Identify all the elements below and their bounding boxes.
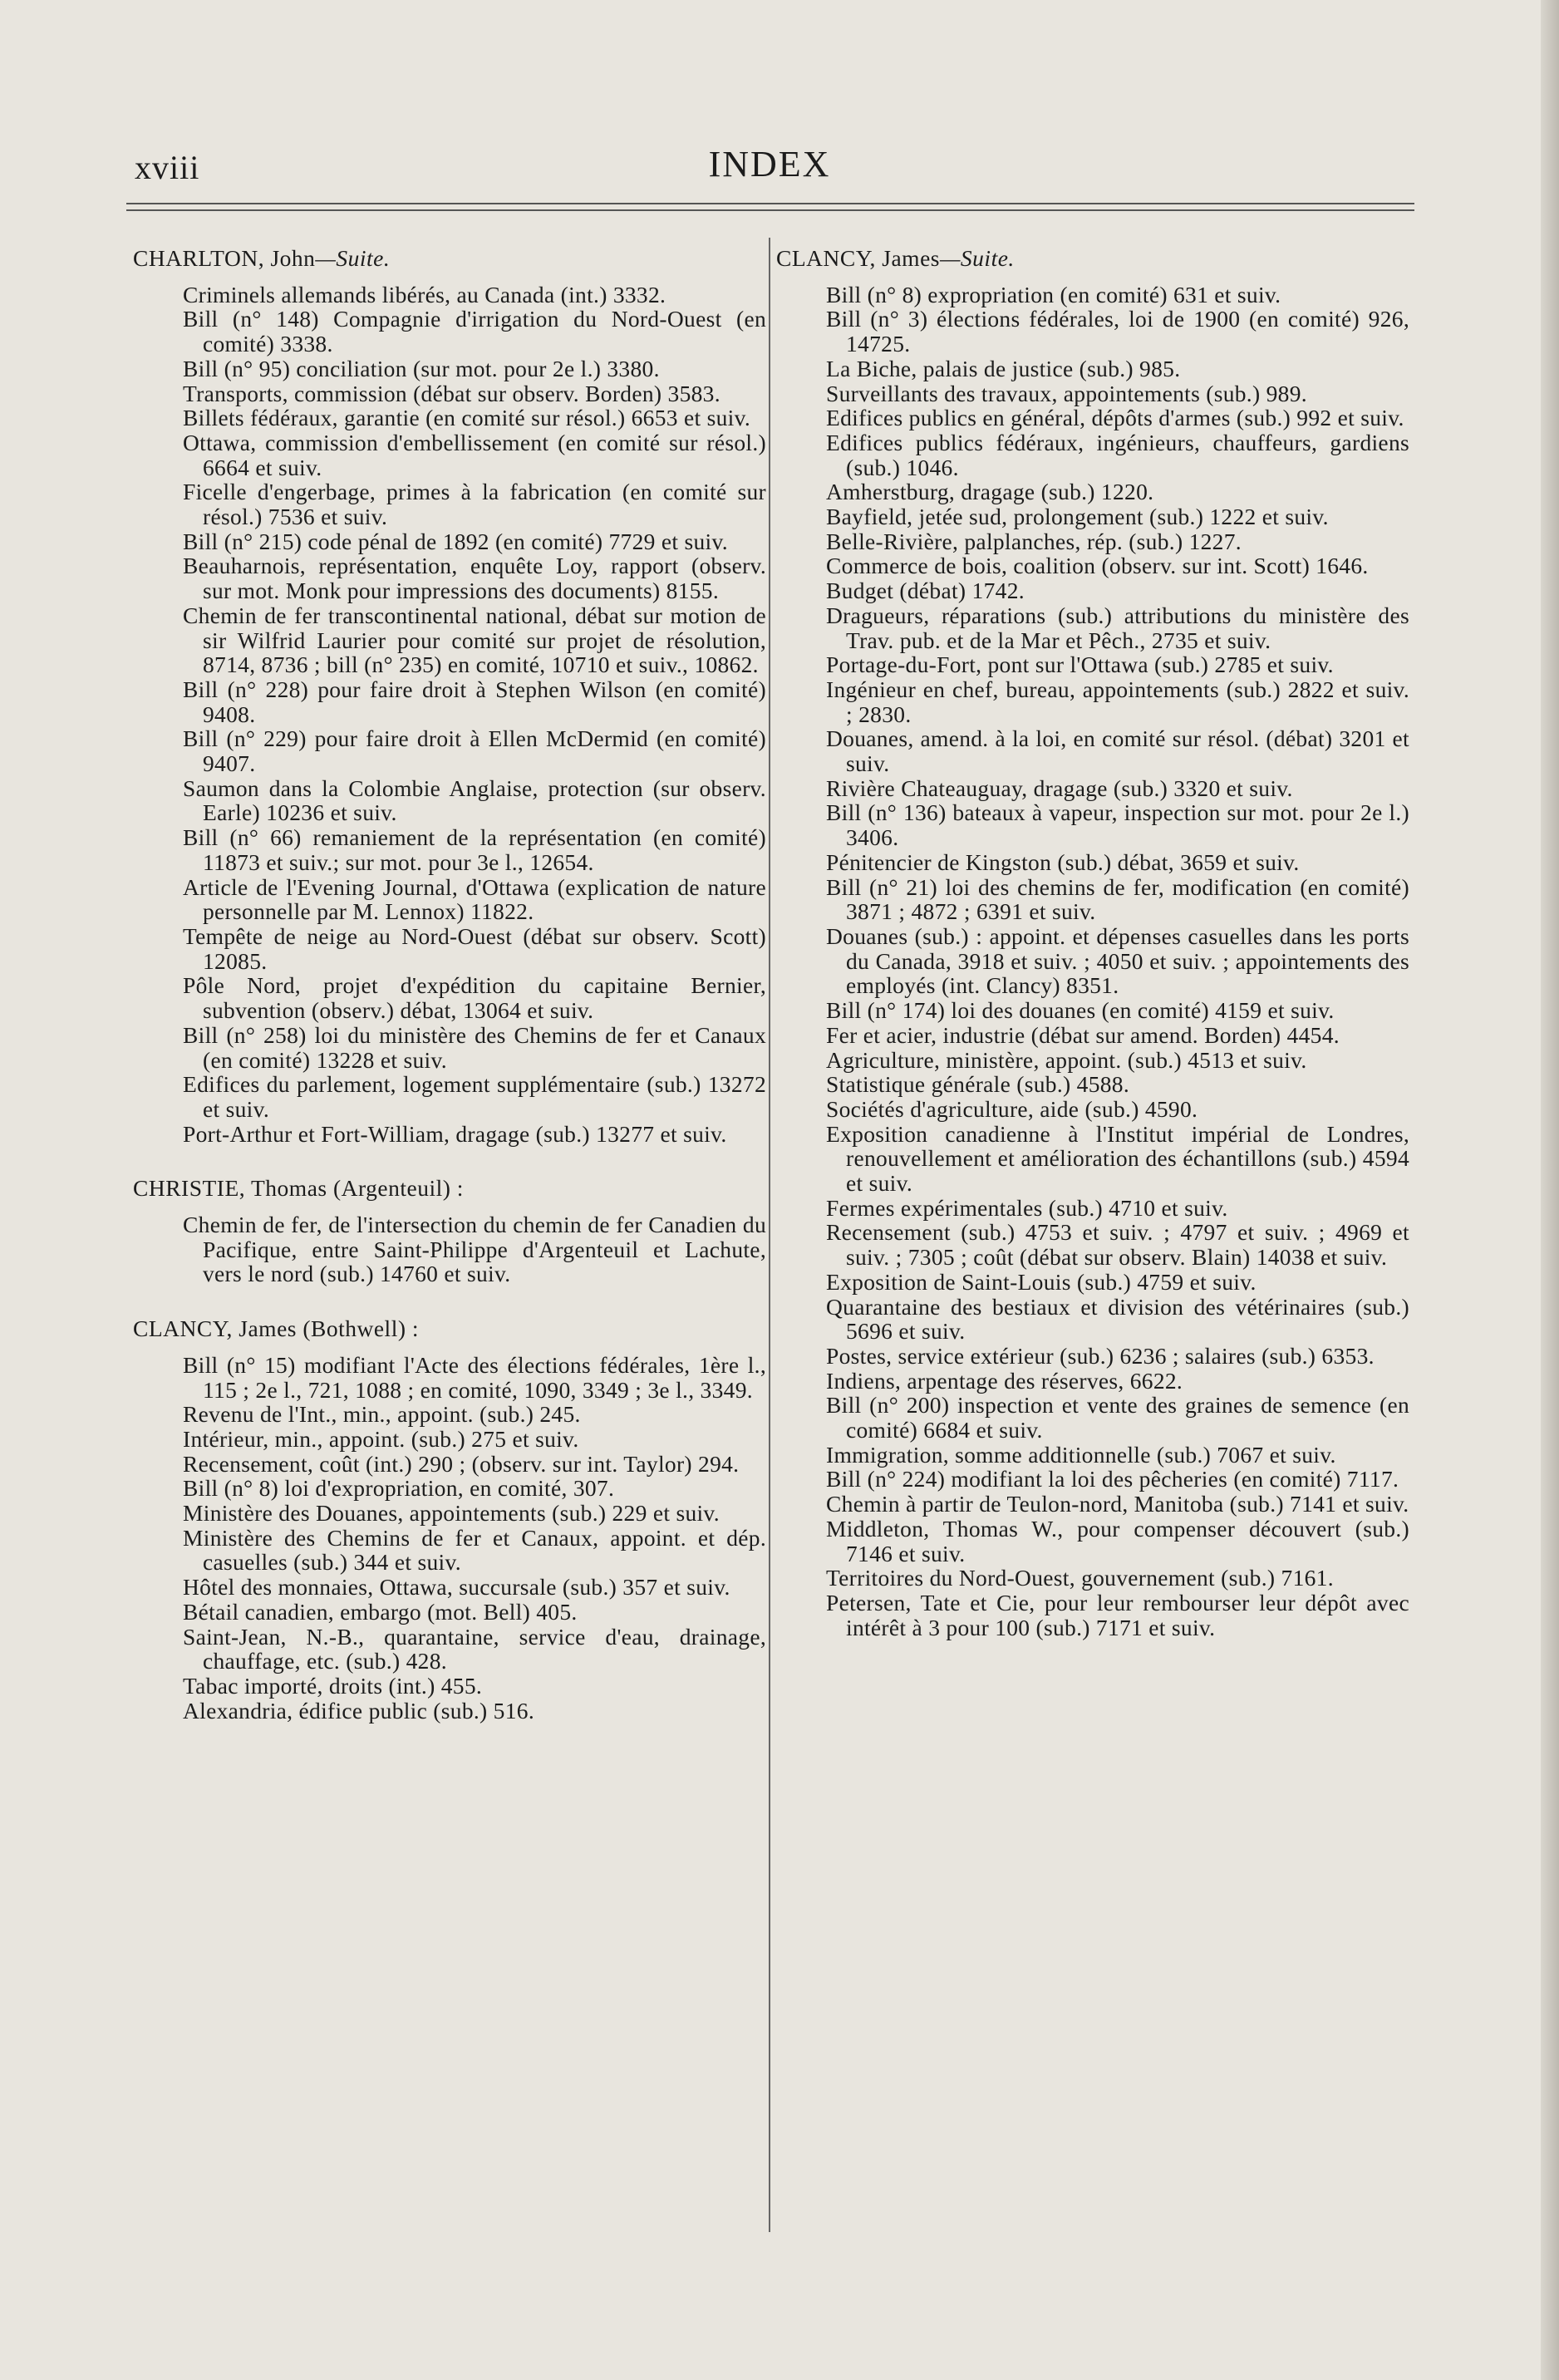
index-item: Bill (n° 258) loi du ministère des Chemins de fer et Canaux (en comité) 13228 et suiv. (183, 1021, 766, 1073)
index-item: Criminels allemands libérés, au Canada (int.) 3332. (183, 281, 666, 307)
index-item: Bill (n° 66) remaniement de la représentation (en comité) 11873 et suiv.; sur mot. pour 3e l., 12654. (183, 824, 766, 875)
index-item: Ministère des Chemins de fer et Canaux, appoint. et dép. casuelles (sub.) 344 et suiv. (183, 1524, 766, 1576)
index-item: Bill (n° 229) pour faire droit à Ellen McDermid (en comité) 9407. (183, 725, 766, 777)
index-item: Amherstburg, dragage (sub.) 1220. (826, 479, 1154, 505)
index-item: Exposition canadienne à l'Institut impérial de Londres, renouvellement et amélioration des échantillons (sub.) 4594 et suiv. (826, 1120, 1409, 1197)
index-item: Intérieur, min., appoint. (sub.) 275 et suiv. (183, 1425, 579, 1452)
entry-name: CHARLTON, John (133, 245, 316, 271)
index-item: Bill (n° 8) loi d'expropriation, en comité, 307. (183, 1475, 615, 1502)
entry-item-list (133, 283, 766, 1147)
index-item: Recensement, coût (int.) 290 ; (observ. sur int. Taylor) 294. (183, 1450, 740, 1477)
index-item: Bill (n° 3) élections fédérales, loi de 1900 (en comité) 926, 14725. (826, 306, 1409, 357)
entry-heading (776, 246, 1409, 271)
index-item: Rivière Chateauguay, dragage (sub.) 3320 et suiv. (826, 774, 1293, 801)
page-edge-shadow (1541, 0, 1559, 2380)
index-item: Dragueurs, réparations (sub.) attributions du ministère des Trav. pub. et de la Mar et Pêch., 2735 et suiv. (826, 602, 1409, 653)
index-item: Agriculture, ministère, appoint. (sub.) 4513 et suiv. (826, 1046, 1307, 1073)
index-item: Hôtel des monnaies, Ottawa, succursale (sub.) 357 et suiv. (183, 1574, 730, 1601)
index-item: Bill (n° 228) pour faire droit à Stephen Wilson (en comité) 9408. (183, 676, 766, 727)
index-item: Saumon dans la Colombie Anglaise, protection (sur observ. Earle) 10236 et suiv. (183, 774, 766, 826)
column-divider (769, 238, 770, 2232)
index-item: Douanes, amend. à la loi, en comité sur résol. (débat) 3201 et suiv. (826, 725, 1409, 777)
index-item: Quarantaine des bestiaux et division des vétérinaires (sub.) 5696 et suiv. (826, 1293, 1409, 1345)
index-item: Petersen, Tate et Cie, pour leur rembourser leur dépôt avec intérêt à 3 pour 100 (sub.) 7171 et suiv. (826, 1589, 1409, 1640)
index-item: Bayfield, jetée sud, prolongement (sub.) 1222 et suiv. (826, 504, 1329, 530)
index-item: Postes, service extérieur (sub.) 6236 ; salaires (sub.) 6353. (826, 1342, 1375, 1369)
index-item: Billets fédéraux, garantie (en comité sur résol.) 6653 et suiv. (183, 405, 751, 431)
index-item: Sociétés d'agriculture, aide (sub.) 4590. (826, 1095, 1198, 1122)
index-item: Indiens, arpentage des réserves, 6622. (826, 1367, 1183, 1394)
index-item: Port-Arthur et Fort-William, dragage (sub.) 13277 et suiv. (183, 1120, 727, 1147)
entry-heading (133, 1176, 766, 1201)
index-item: Pôle Nord, projet d'expédition du capitaine Bernier, subvention (observ.) débat, 13064 et suiv. (183, 972, 766, 1024)
index-item: Chemin à partir de Teulon-nord, Manitoba (sub.) 7141 et suiv. (826, 1491, 1409, 1517)
entry-heading (133, 246, 766, 271)
index-item: Edifices du parlement, logement supplémentaire (sub.) 13272 et suiv. (183, 1071, 766, 1122)
index-item: Bill (n° 148) Compagnie d'irrigation du Nord-Ouest (en comité) 3338. (183, 306, 766, 357)
index-item: Bill (n° 215) code pénal de 1892 (en comité) 7729 et suiv. (183, 528, 728, 554)
index-item: Beauharnois, représentation, enquête Loy, rapport (observ. sur mot. Monk pour impressions des documents) 8155. (183, 553, 766, 604)
index-item: La Biche, palais de justice (sub.) 985. (826, 355, 1181, 381)
header-rule (126, 203, 1414, 211)
index-item: Alexandria, édifice public (sub.) 516. (183, 1697, 534, 1724)
index-item: Bétail canadien, embargo (mot. Bell) 405. (183, 1598, 578, 1625)
index-item: Tempête de neige au Nord-Ouest (débat sur observ. Scott) 12085. (183, 922, 766, 974)
entry-suffix: —Suite. (939, 245, 1015, 271)
index-item: Commerce de bois, coalition (observ. sur int. Scott) 1646. (826, 553, 1369, 579)
index-item: Ingénieur en chef, bureau, appointements (sub.) 2822 et suiv. ; 2830. (826, 676, 1409, 727)
index-item: Fermes expérimentales (sub.) 4710 et suiv. (826, 1194, 1228, 1221)
index-item: Bill (n° 95) conciliation (sur mot. pour 2e l.) 3380. (183, 355, 660, 381)
index-item: Chemin de fer transcontinental national, débat sur motion de sir Wilfrid Laurier pour comité sur projet de résolution, 8714, 8736 ; bill (n° 235) en comité, 10710 et suiv., 10862. (183, 602, 766, 678)
index-item: Tabac importé, droits (int.) 455. (183, 1672, 483, 1699)
index-item: Revenu de l'Int., min., appoint. (sub.) 245. (183, 1401, 581, 1428)
index-item: Edifices publics fédéraux, ingénieurs, chauffeurs, gardiens (sub.) 1046. (826, 429, 1409, 480)
index-item: Exposition de Saint-Louis (sub.) 4759 et suiv. (826, 1268, 1257, 1295)
index-item: Bill (n° 21) loi des chemins de fer, modification (en comité) 3871 ; 4872 ; 6391 et suiv. (826, 873, 1409, 925)
left-column (133, 246, 766, 1723)
index-item: Chemin de fer, de l'intersection du chemin de fer Canadien du Pacifique, entre Saint-Philippe d'Argenteuil et Lachute, vers le nord (sub.) 14760 et suiv. (183, 1212, 766, 1287)
index-item: Ottawa, commission d'embellissement (en comité sur résol.) 6664 et suiv. (183, 429, 766, 480)
entry-name: CLANCY, James (776, 245, 940, 271)
entry-name: CHRISTIE, Thomas (Argenteuil) : (133, 1175, 464, 1202)
index-item: Budget (débat) 1742. (826, 578, 1025, 604)
index-item: Article de l'Evening Journal, d'Ottawa (explication de nature personnelle par M. Lennox) 11822. (183, 873, 766, 925)
index-columns (126, 246, 1414, 2323)
index-item: Bill (n° 15) modifiant l'Acte des élections fédérales, 1ère l., 115 ; 2e l., 721, 1088 ; en comité, 1090, 3349 ; 3e l., 3349. (183, 1351, 766, 1403)
entry-item-list (776, 283, 1409, 1640)
index-item: Ficelle d'engerbage, primes à la fabrication (en comité sur résol.) 7536 et suiv. (183, 479, 766, 530)
index-item: Belle-Rivière, palplanches, rép. (sub.) 1227. (826, 528, 1242, 554)
index-item: Ministère des Douanes, appointements (sub.) 229 et suiv. (183, 1500, 720, 1527)
index-item: Bill (n° 174) loi des douanes (en comité) 4159 et suiv. (826, 997, 1335, 1024)
entry-suffix: —Suite. (315, 245, 391, 271)
page-number: xviii (135, 149, 200, 186)
index-item: Bill (n° 224) modifiant la loi des pêcheries (en comité) 7117. (826, 1466, 1399, 1492)
page-header (126, 140, 1413, 189)
index-item: Immigration, somme additionnelle (sub.) 7067 et suiv. (826, 1441, 1336, 1468)
entry-name: CLANCY, James (Bothwell) : (133, 1315, 420, 1342)
page-title: INDEX (708, 144, 831, 184)
index-item: Pénitencier de Kingston (sub.) débat, 3659 et suiv. (826, 848, 1300, 875)
index-item: Fer et acier, industrie (débat sur amend. Borden) 4454. (826, 1021, 1340, 1048)
index-item: Transports, commission (débat sur observ. Borden) 3583. (183, 380, 720, 406)
index-item: Surveillants des travaux, appointements (sub.) 989. (826, 380, 1307, 406)
index-item: Saint-Jean, N.-B., quarantaine, service d'eau, drainage, chauffage, etc. (sub.) 428. (183, 1623, 766, 1674)
index-item: Douanes (sub.) : appoint. et dépenses casuelles dans les ports du Canada, 3918 et suiv. ; 4050 et suiv. ; appointements des employés (int. Clancy) 8351. (826, 922, 1409, 999)
right-column (776, 246, 1409, 1640)
index-item: Statistique générale (sub.) 4588. (826, 1071, 1130, 1098)
entry-item-list (133, 1353, 766, 1724)
index-item: Territoires du Nord-Ouest, gouvernement (sub.) 7161. (826, 1565, 1334, 1591)
index-item: Edifices publics en général, dépôts d'armes (sub.) 992 et suiv. (826, 405, 1404, 431)
entry-heading (133, 1316, 766, 1341)
index-item: Recensement (sub.) 4753 et suiv. ; 4797 et suiv. ; 4969 et suiv. ; 7305 ; coût (débat sur observ. Blain) 14038 et suiv. (826, 1219, 1409, 1271)
index-item: Bill (n° 200) inspection et vente des graines de semence (en comité) 6684 et suiv. (826, 1392, 1409, 1443)
index-item: Bill (n° 136) bateaux à vapeur, inspection sur mot. pour 2e l.) 3406. (826, 799, 1409, 851)
index-item: Bill (n° 8) expropriation (en comité) 631 et suiv. (826, 281, 1281, 307)
index-item: Middleton, Thomas W., pour compenser découvert (sub.) 7146 et suiv. (826, 1515, 1409, 1566)
index-item: Portage-du-Fort, pont sur l'Ottawa (sub.) 2785 et suiv. (826, 652, 1334, 678)
entry-item-list (133, 1212, 766, 1286)
